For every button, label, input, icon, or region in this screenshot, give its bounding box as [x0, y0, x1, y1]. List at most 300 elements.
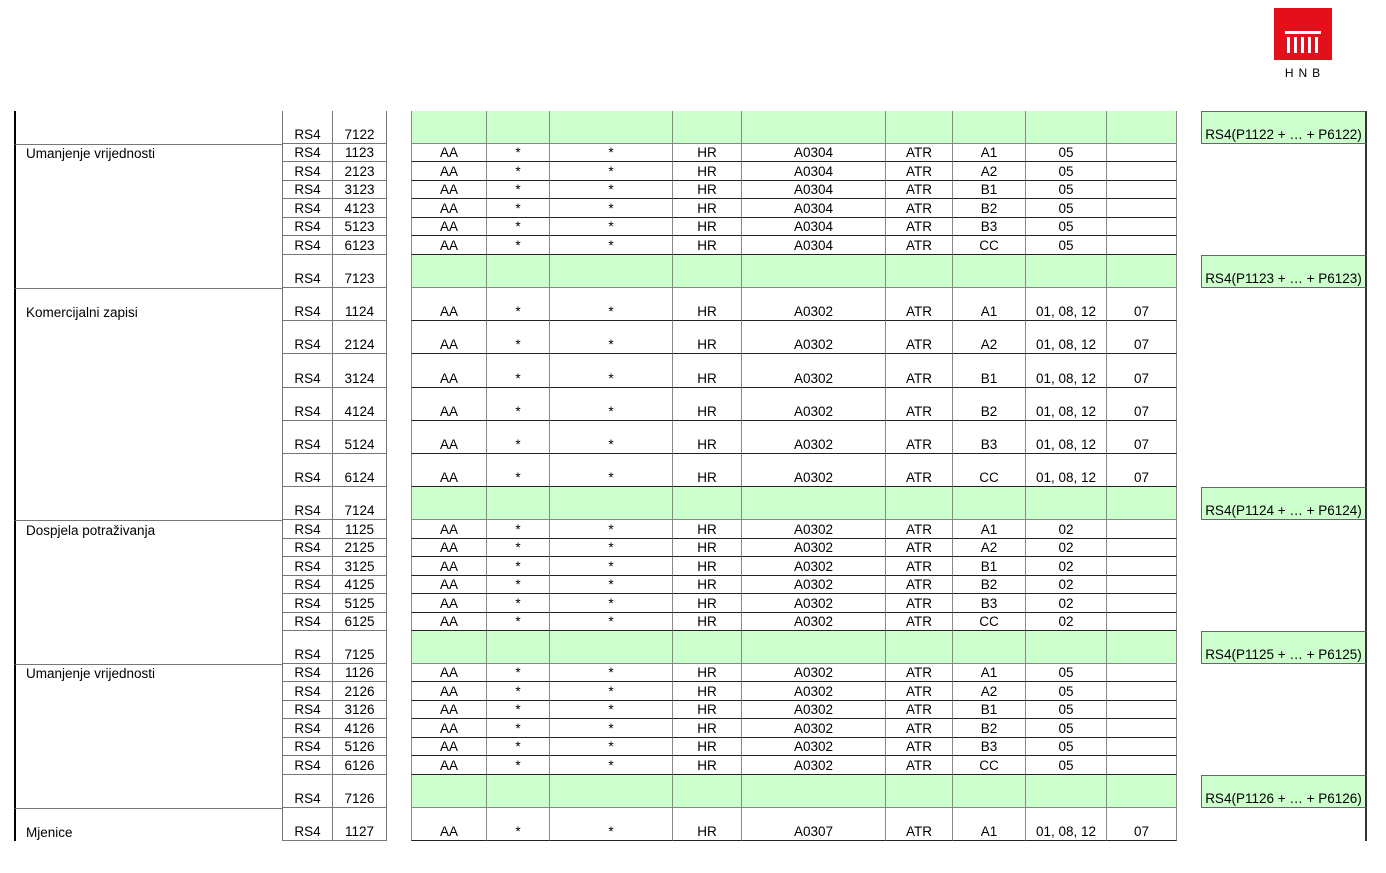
spacer	[387, 487, 411, 520]
data-cell	[487, 775, 550, 808]
data-cell: A0307	[742, 808, 886, 841]
right-cell	[1201, 181, 1367, 199]
data-cell: ATR	[886, 539, 953, 557]
data-cell: ATR	[886, 162, 953, 180]
data-cell: *	[550, 719, 673, 737]
row-label: Dospjela potraživanja	[14, 520, 283, 538]
data-cell: AA	[411, 288, 487, 321]
spacer	[387, 520, 411, 538]
spacer	[387, 354, 411, 387]
data-cell	[550, 111, 673, 144]
report-code: RS4	[283, 557, 333, 575]
data-cell: A0302	[742, 354, 886, 387]
data-cell	[1026, 631, 1107, 664]
data-cell: *	[487, 181, 550, 199]
data-cell	[953, 631, 1026, 664]
right-cell	[1201, 756, 1367, 774]
report-code: RS4	[283, 539, 333, 557]
hnb-logo	[1274, 8, 1332, 80]
spacer	[387, 539, 411, 557]
data-cell: *	[550, 664, 673, 682]
data-cell: *	[550, 218, 673, 236]
report-code: RS4	[283, 388, 333, 421]
data-cell: A0302	[742, 594, 886, 612]
table-row	[14, 701, 1367, 719]
data-cell: 05	[1026, 199, 1107, 217]
data-cell: 05	[1026, 218, 1107, 236]
table-row	[14, 454, 1367, 487]
row-label	[14, 321, 283, 354]
table-row	[14, 321, 1367, 354]
table-row	[14, 682, 1367, 700]
row-number: 3123	[333, 181, 387, 199]
row-label	[14, 539, 283, 557]
row-label: Umanjenje vrijednosti	[14, 144, 283, 162]
data-cell: 05	[1026, 719, 1107, 737]
report-code: RS4	[283, 181, 333, 199]
report-code: RS4	[283, 808, 333, 841]
data-cell	[1107, 682, 1177, 700]
data-cell: *	[487, 454, 550, 487]
data-cell: *	[550, 594, 673, 612]
data-cell: A0302	[742, 288, 886, 321]
report-code: RS4	[283, 144, 333, 162]
data-cell: *	[487, 701, 550, 719]
data-cell: 01, 08, 12	[1026, 354, 1107, 387]
right-cell	[1201, 288, 1367, 321]
report-code: RS4	[283, 111, 333, 144]
row-number: 7126	[333, 775, 387, 808]
data-cell: 01, 08, 12	[1026, 421, 1107, 454]
table-row	[14, 808, 1367, 841]
data-cell	[1026, 775, 1107, 808]
row-number: 7125	[333, 631, 387, 664]
row-number: 4125	[333, 576, 387, 594]
spacer	[1177, 682, 1201, 700]
data-cell	[487, 487, 550, 520]
data-cell	[487, 631, 550, 664]
data-cell: *	[550, 539, 673, 557]
data-cell: ATR	[886, 354, 953, 387]
spacer	[387, 682, 411, 700]
data-cell: CC	[953, 454, 1026, 487]
row-label	[14, 756, 283, 774]
data-cell: AA	[411, 321, 487, 354]
data-cell: *	[550, 613, 673, 631]
data-cell: ATR	[886, 288, 953, 321]
row-number: 2125	[333, 539, 387, 557]
data-cell: ATR	[886, 719, 953, 737]
sum-row	[14, 255, 1367, 288]
data-cell	[953, 255, 1026, 288]
data-cell: AA	[411, 162, 487, 180]
spacer	[1177, 808, 1201, 841]
row-number: 4123	[333, 199, 387, 217]
row-number: 5123	[333, 218, 387, 236]
row-number: 4124	[333, 388, 387, 421]
row-label	[14, 388, 283, 421]
data-cell	[411, 775, 487, 808]
table-row	[14, 520, 1367, 538]
data-cell: 05	[1026, 664, 1107, 682]
data-cell: *	[487, 756, 550, 774]
data-cell: B1	[953, 701, 1026, 719]
row-label	[14, 576, 283, 594]
data-cell: HR	[673, 236, 742, 254]
right-cell	[1201, 808, 1367, 841]
data-cell	[742, 487, 886, 520]
data-cell: AA	[411, 199, 487, 217]
row-label	[14, 738, 283, 756]
data-cell: B3	[953, 594, 1026, 612]
row-label	[14, 255, 283, 288]
table-row	[14, 664, 1367, 682]
data-cell: *	[550, 756, 673, 774]
data-cell: *	[487, 613, 550, 631]
spacer	[387, 388, 411, 421]
data-cell: ATR	[886, 181, 953, 199]
data-cell: *	[550, 576, 673, 594]
data-cell	[1107, 111, 1177, 144]
spacer	[387, 701, 411, 719]
data-cell: *	[487, 682, 550, 700]
report-code: RS4	[283, 199, 333, 217]
data-cell: B3	[953, 738, 1026, 756]
data-cell: A0302	[742, 421, 886, 454]
row-label	[14, 181, 283, 199]
data-cell: ATR	[886, 613, 953, 631]
data-cell	[1107, 664, 1177, 682]
spacer	[1177, 111, 1201, 144]
row-number: 3124	[333, 354, 387, 387]
spacer	[387, 199, 411, 217]
report-code: RS4	[283, 421, 333, 454]
data-cell: A0304	[742, 162, 886, 180]
data-cell: B1	[953, 181, 1026, 199]
data-cell: A0302	[742, 756, 886, 774]
right-cell	[1201, 557, 1367, 575]
data-cell: *	[550, 701, 673, 719]
data-cell: 02	[1026, 613, 1107, 631]
right-cell	[1201, 162, 1367, 180]
table-row	[14, 539, 1367, 557]
data-cell: AA	[411, 738, 487, 756]
data-cell: 05	[1026, 682, 1107, 700]
data-cell: HR	[673, 738, 742, 756]
spacer	[387, 218, 411, 236]
right-cell	[1201, 613, 1367, 631]
report-code: RS4	[283, 682, 333, 700]
report-code: RS4	[283, 701, 333, 719]
table-row	[14, 288, 1367, 321]
row-number: 7122	[333, 111, 387, 144]
spacer	[1177, 557, 1201, 575]
data-cell	[1107, 594, 1177, 612]
data-cell	[886, 487, 953, 520]
spacer	[387, 613, 411, 631]
data-cell: HR	[673, 719, 742, 737]
right-cell	[1201, 576, 1367, 594]
data-cell: AA	[411, 682, 487, 700]
row-label: Komercijalni zapisi	[14, 288, 283, 321]
data-cell: HR	[673, 199, 742, 217]
report-code: RS4	[283, 487, 333, 520]
data-cell: B2	[953, 576, 1026, 594]
data-cell	[953, 111, 1026, 144]
data-cell: 01, 08, 12	[1026, 288, 1107, 321]
data-cell: *	[550, 388, 673, 421]
row-label	[14, 236, 283, 254]
data-cell: B2	[953, 199, 1026, 217]
data-cell: AA	[411, 181, 487, 199]
data-cell: 05	[1026, 756, 1107, 774]
spacer	[1177, 388, 1201, 421]
data-cell: HR	[673, 756, 742, 774]
data-cell: HR	[673, 557, 742, 575]
data-cell: A0302	[742, 388, 886, 421]
data-cell: A0304	[742, 181, 886, 199]
data-cell: ATR	[886, 576, 953, 594]
data-cell: B1	[953, 354, 1026, 387]
data-cell: *	[487, 557, 550, 575]
data-cell: HR	[673, 594, 742, 612]
data-cell: AA	[411, 388, 487, 421]
data-cell: AA	[411, 613, 487, 631]
data-cell: 05	[1026, 236, 1107, 254]
data-cell	[1107, 613, 1177, 631]
data-cell: 02	[1026, 576, 1107, 594]
spacer	[1177, 218, 1201, 236]
data-cell: HR	[673, 181, 742, 199]
spacer	[1177, 576, 1201, 594]
right-cell	[1201, 218, 1367, 236]
data-cell: AA	[411, 520, 487, 538]
right-cell	[1201, 236, 1367, 254]
table-row	[14, 218, 1367, 236]
spacer	[1177, 288, 1201, 321]
data-cell: 05	[1026, 181, 1107, 199]
data-cell: ATR	[886, 144, 953, 162]
row-number: 5126	[333, 738, 387, 756]
data-cell	[1107, 719, 1177, 737]
data-cell	[673, 487, 742, 520]
row-number: 3126	[333, 701, 387, 719]
data-cell	[1026, 487, 1107, 520]
data-cell: 07	[1107, 421, 1177, 454]
spacer	[1177, 321, 1201, 354]
report-code: RS4	[283, 236, 333, 254]
sum-row	[14, 487, 1367, 520]
row-label	[14, 162, 283, 180]
data-cell: *	[487, 288, 550, 321]
row-number: 1127	[333, 808, 387, 841]
data-cell: B3	[953, 218, 1026, 236]
data-cell: ATR	[886, 520, 953, 538]
spacer	[1177, 539, 1201, 557]
row-label	[14, 557, 283, 575]
data-cell	[1107, 631, 1177, 664]
data-cell	[487, 111, 550, 144]
data-cell: A0302	[742, 738, 886, 756]
data-cell: *	[550, 520, 673, 538]
data-cell	[673, 631, 742, 664]
data-cell	[1107, 576, 1177, 594]
data-cell	[1107, 487, 1177, 520]
data-cell: 05	[1026, 738, 1107, 756]
data-cell: *	[550, 454, 673, 487]
data-cell: ATR	[886, 594, 953, 612]
report-code: RS4	[283, 738, 333, 756]
spacer	[1177, 162, 1201, 180]
data-cell	[886, 631, 953, 664]
data-cell: *	[487, 594, 550, 612]
data-cell: AA	[411, 756, 487, 774]
data-cell: HR	[673, 388, 742, 421]
data-cell: 07	[1107, 354, 1177, 387]
row-label	[14, 199, 283, 217]
data-cell: AA	[411, 236, 487, 254]
data-cell: A2	[953, 682, 1026, 700]
row-number: 4126	[333, 719, 387, 737]
data-cell	[550, 255, 673, 288]
row-number: 6123	[333, 236, 387, 254]
data-cell: HR	[673, 576, 742, 594]
data-cell: *	[487, 199, 550, 217]
data-cell: *	[550, 199, 673, 217]
right-cell	[1201, 354, 1367, 387]
report-code: RS4	[283, 321, 333, 354]
data-cell: ATR	[886, 199, 953, 217]
data-cell: A1	[953, 144, 1026, 162]
data-cell: A0302	[742, 321, 886, 354]
data-cell: A0302	[742, 576, 886, 594]
spacer	[1177, 181, 1201, 199]
row-label	[14, 613, 283, 631]
row-label	[14, 487, 283, 520]
data-cell: 05	[1026, 162, 1107, 180]
data-cell: ATR	[886, 218, 953, 236]
row-number: 1123	[333, 144, 387, 162]
row-label: Mjenice	[14, 808, 283, 841]
data-cell	[487, 255, 550, 288]
data-cell: 07	[1107, 454, 1177, 487]
data-cell: CC	[953, 236, 1026, 254]
data-cell	[1107, 181, 1177, 199]
spacer	[387, 594, 411, 612]
data-cell: HR	[673, 682, 742, 700]
table-row	[14, 576, 1367, 594]
data-cell: A0304	[742, 199, 886, 217]
data-cell	[411, 631, 487, 664]
right-cell	[1201, 738, 1367, 756]
data-cell: AA	[411, 454, 487, 487]
data-cell: A1	[953, 664, 1026, 682]
table-row	[14, 236, 1367, 254]
data-cell: A1	[953, 288, 1026, 321]
data-cell	[1107, 756, 1177, 774]
data-cell: A2	[953, 321, 1026, 354]
data-cell: *	[487, 738, 550, 756]
data-cell: *	[487, 388, 550, 421]
spacer	[1177, 719, 1201, 737]
data-cell	[411, 487, 487, 520]
data-cell: 01, 08, 12	[1026, 388, 1107, 421]
spacer	[1177, 454, 1201, 487]
data-cell: HR	[673, 539, 742, 557]
data-cell: *	[487, 539, 550, 557]
spacer	[387, 756, 411, 774]
data-cell: A0304	[742, 236, 886, 254]
data-cell	[1107, 775, 1177, 808]
right-cell	[1201, 719, 1367, 737]
data-cell	[953, 487, 1026, 520]
right-cell	[1201, 594, 1367, 612]
spacer	[387, 321, 411, 354]
spacer	[387, 255, 411, 288]
data-cell: ATR	[886, 664, 953, 682]
spacer	[387, 181, 411, 199]
row-label	[14, 354, 283, 387]
right-cell	[1201, 664, 1367, 682]
data-cell: *	[550, 682, 673, 700]
spacer	[387, 421, 411, 454]
data-cell	[673, 111, 742, 144]
data-cell: AA	[411, 594, 487, 612]
row-number: 7123	[333, 255, 387, 288]
row-number: 2124	[333, 321, 387, 354]
spacer	[387, 288, 411, 321]
right-cell	[1201, 520, 1367, 538]
data-cell: AA	[411, 576, 487, 594]
data-cell: 01, 08, 12	[1026, 808, 1107, 841]
data-cell: CC	[953, 756, 1026, 774]
data-cell	[1107, 520, 1177, 538]
row-label	[14, 682, 283, 700]
data-cell: A0304	[742, 144, 886, 162]
data-cell	[673, 775, 742, 808]
spacer	[1177, 487, 1201, 520]
data-cell: *	[487, 354, 550, 387]
data-cell	[1107, 236, 1177, 254]
data-cell: B1	[953, 557, 1026, 575]
report-code: RS4	[283, 288, 333, 321]
right-cell	[1201, 701, 1367, 719]
data-cell: AA	[411, 808, 487, 841]
report-code: RS4	[283, 719, 333, 737]
spacer	[387, 808, 411, 841]
data-cell	[886, 255, 953, 288]
spacer	[1177, 421, 1201, 454]
row-label	[14, 111, 283, 144]
data-cell: ATR	[886, 557, 953, 575]
data-cell: *	[487, 162, 550, 180]
right-cell	[1201, 454, 1367, 487]
data-cell: HR	[673, 288, 742, 321]
spacer	[387, 162, 411, 180]
table-row	[14, 613, 1367, 631]
data-cell: A0302	[742, 520, 886, 538]
report-code: RS4	[283, 631, 333, 664]
row-label	[14, 421, 283, 454]
table-row	[14, 594, 1367, 612]
data-cell	[550, 487, 673, 520]
data-cell: 01, 08, 12	[1026, 454, 1107, 487]
report-code: RS4	[283, 576, 333, 594]
data-cell: HR	[673, 454, 742, 487]
right-cell	[1201, 144, 1367, 162]
row-label: Umanjenje vrijednosti	[14, 664, 283, 682]
data-cell	[411, 111, 487, 144]
